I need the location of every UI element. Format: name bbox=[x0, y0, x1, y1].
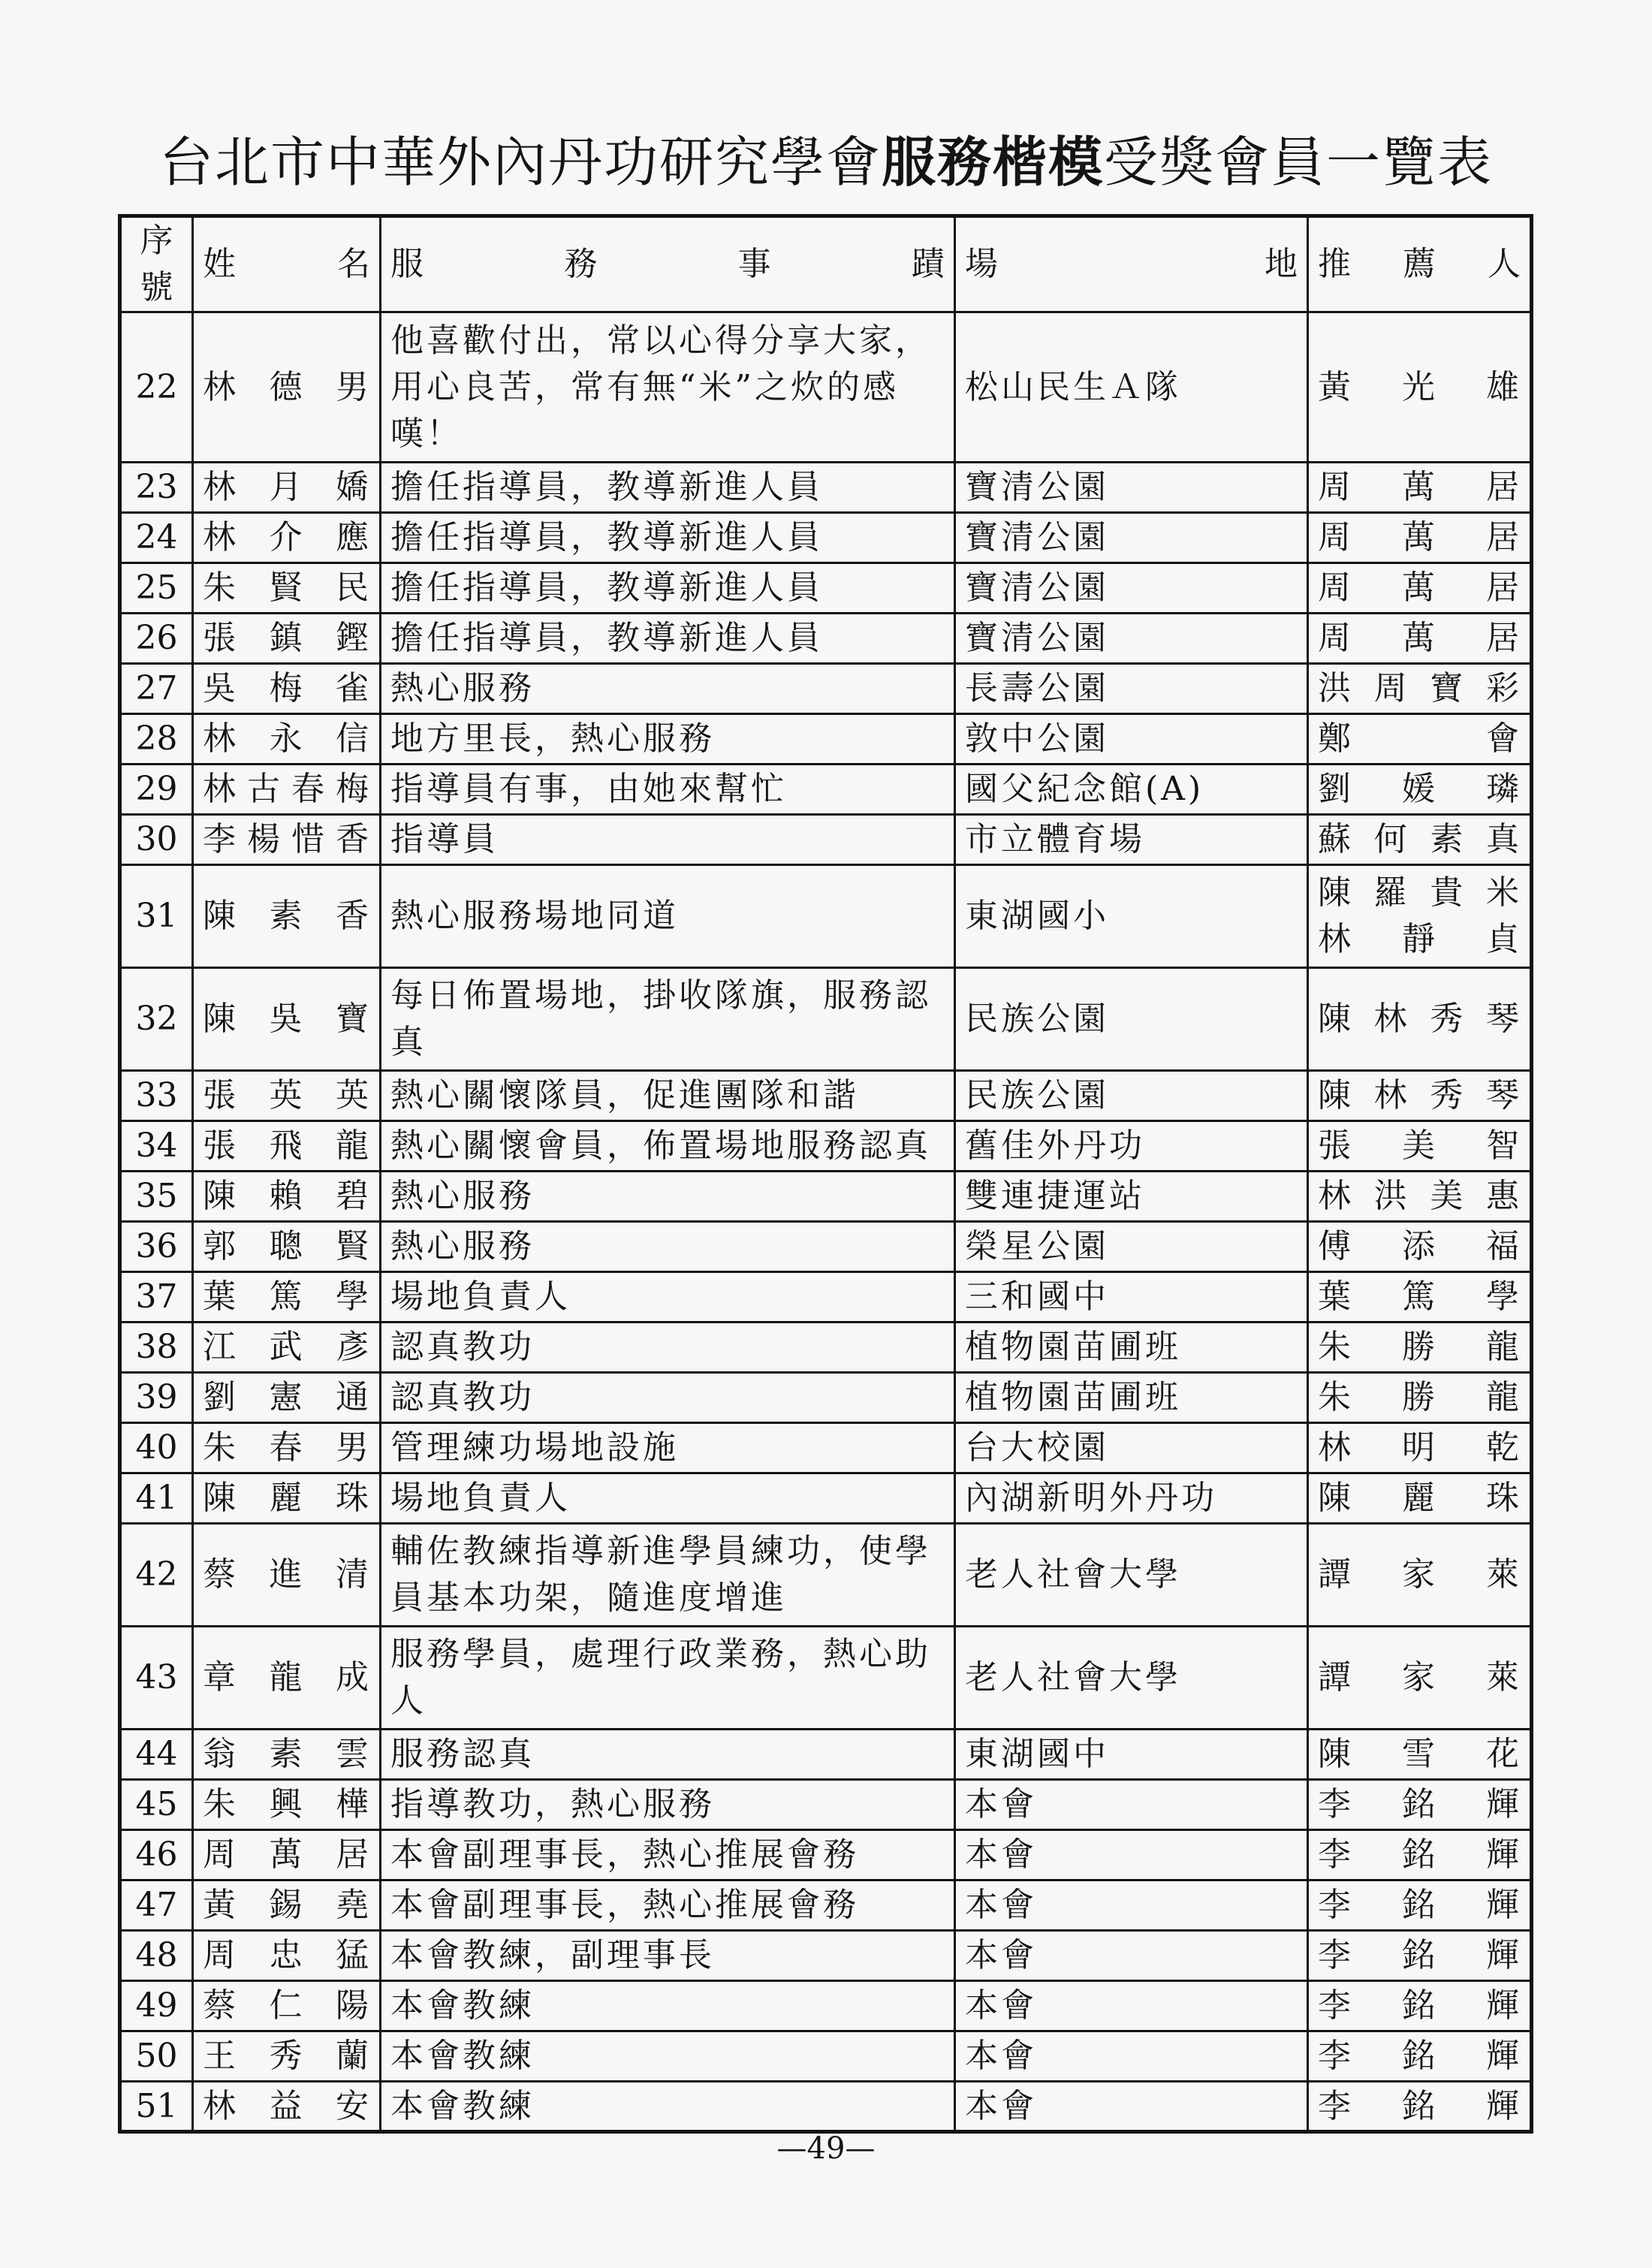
row-name: 林介應 bbox=[193, 513, 381, 563]
row-deed: 本會副理事長，熱心推展會務 bbox=[381, 1830, 955, 1880]
award-table bbox=[118, 214, 1533, 2134]
row-recommender bbox=[1308, 2031, 1532, 2082]
row-venue: 老人社會大學 bbox=[955, 1524, 1308, 1627]
table-row bbox=[120, 714, 1532, 765]
row-deed: 服務認真 bbox=[381, 1730, 955, 1780]
row-deed: 本會教練 bbox=[381, 2031, 955, 2082]
table-row bbox=[120, 1272, 1532, 1322]
recommender-name: 黃光雄 bbox=[1318, 367, 1521, 406]
recommender-name: 傅添福 bbox=[1318, 1227, 1521, 1265]
row-name: 張英英 bbox=[193, 1071, 381, 1121]
row-recommender bbox=[1308, 1071, 1532, 1121]
recommender-name: 譚家萊 bbox=[1318, 1555, 1521, 1594]
row-no: 49 bbox=[120, 1981, 193, 2031]
table-row bbox=[120, 1627, 1532, 1730]
row-no: 23 bbox=[120, 463, 193, 513]
row-no: 32 bbox=[120, 968, 193, 1071]
row-recommender bbox=[1308, 1373, 1532, 1423]
row-venue: 松山民生Ａ隊 bbox=[955, 312, 1308, 463]
row-venue: 市立體育場 bbox=[955, 815, 1308, 865]
row-recommender bbox=[1308, 1830, 1532, 1880]
row-deed: 認真教功 bbox=[381, 1322, 955, 1373]
row-venue: 東湖國小 bbox=[955, 865, 1308, 968]
row-no: 30 bbox=[120, 815, 193, 865]
row-name: 吳梅雀 bbox=[193, 664, 381, 714]
page-number: —49— bbox=[776, 2131, 876, 2166]
table-body bbox=[120, 312, 1532, 2132]
row-recommender bbox=[1308, 1222, 1532, 1272]
row-recommender bbox=[1308, 765, 1532, 815]
recommender-name: 李銘輝 bbox=[1318, 2086, 1521, 2125]
row-deed: 他喜歡付出，常以心得分享大家，用心良苦，常有無“米”之炊的感嘆！ bbox=[381, 312, 955, 463]
table-row bbox=[120, 1373, 1532, 1423]
recommender-name: 葉篤學 bbox=[1318, 1277, 1521, 1316]
row-name: 章龍成 bbox=[193, 1627, 381, 1730]
row-no: 36 bbox=[120, 1222, 193, 1272]
row-deed: 熱心服務場地同道 bbox=[381, 865, 955, 968]
row-name: 張鎮鏗 bbox=[193, 614, 381, 664]
row-venue: 寶清公園 bbox=[955, 563, 1308, 614]
row-name: 林古春梅 bbox=[193, 765, 381, 815]
row-deed: 場地負責人 bbox=[381, 1473, 955, 1524]
row-recommender bbox=[1308, 2082, 1532, 2132]
row-no: 43 bbox=[120, 1627, 193, 1730]
row-no: 51 bbox=[120, 2082, 193, 2132]
recommender-name: 蘇何素真 bbox=[1318, 820, 1521, 858]
row-recommender bbox=[1308, 1880, 1532, 1931]
recommender-name: 陳雪花 bbox=[1318, 1735, 1521, 1773]
row-no: 39 bbox=[120, 1373, 193, 1423]
row-recommender bbox=[1308, 664, 1532, 714]
row-deed: 熱心服務 bbox=[381, 1222, 955, 1272]
table-row bbox=[120, 1524, 1532, 1627]
row-recommender bbox=[1308, 1981, 1532, 2031]
table-row bbox=[120, 2031, 1532, 2082]
row-no: 37 bbox=[120, 1272, 193, 1322]
row-venue: 東湖國中 bbox=[955, 1730, 1308, 1780]
recommender-name: 周萬居 bbox=[1318, 569, 1521, 607]
row-recommender bbox=[1308, 714, 1532, 765]
table-row bbox=[120, 1981, 1532, 2031]
row-recommender bbox=[1308, 614, 1532, 664]
row-name: 陳素香 bbox=[193, 865, 381, 968]
table-header bbox=[120, 216, 1532, 312]
table-row bbox=[120, 312, 1532, 463]
table-row bbox=[120, 664, 1532, 714]
table-row bbox=[120, 1222, 1532, 1272]
row-venue: 植物園苗圃班 bbox=[955, 1373, 1308, 1423]
recommender-name: 張美智 bbox=[1318, 1126, 1521, 1165]
row-name: 江武彥 bbox=[193, 1322, 381, 1373]
header-recommender: 推薦人 bbox=[1308, 216, 1532, 312]
row-venue: 內湖新明外丹功 bbox=[955, 1473, 1308, 1524]
table-row bbox=[120, 463, 1532, 513]
table-row bbox=[120, 1071, 1532, 1121]
row-recommender bbox=[1308, 1931, 1532, 1981]
row-recommender bbox=[1308, 1121, 1532, 1172]
row-deed: 熱心關懷會員，佈置場地服務認真 bbox=[381, 1121, 955, 1172]
row-no: 28 bbox=[120, 714, 193, 765]
row-venue: 民族公園 bbox=[955, 968, 1308, 1071]
row-venue: 寶清公園 bbox=[955, 463, 1308, 513]
table-row bbox=[120, 865, 1532, 968]
row-deed: 熱心服務 bbox=[381, 664, 955, 714]
title-part2: 受獎會員一覽表 bbox=[1104, 131, 1494, 194]
row-venue: 植物園苗圃班 bbox=[955, 1322, 1308, 1373]
row-deed: 指導員有事，由她來幫忙 bbox=[381, 765, 955, 815]
row-venue: 寶清公園 bbox=[955, 614, 1308, 664]
recommender-name: 周萬居 bbox=[1318, 518, 1521, 556]
row-venue: 民族公園 bbox=[955, 1071, 1308, 1121]
row-name: 朱春男 bbox=[193, 1423, 381, 1473]
row-recommender bbox=[1308, 513, 1532, 563]
row-name: 黃錫堯 bbox=[193, 1880, 381, 1931]
title-bold: 服務楷模 bbox=[881, 130, 1104, 194]
header-venue: 場 地 bbox=[955, 216, 1308, 312]
row-venue: 老人社會大學 bbox=[955, 1627, 1308, 1730]
row-name: 蔡仁陽 bbox=[193, 1981, 381, 2031]
row-venue: 寶清公園 bbox=[955, 513, 1308, 563]
row-venue: 本會 bbox=[955, 1880, 1308, 1931]
row-recommender bbox=[1308, 1780, 1532, 1830]
recommender-name: 鄭會 bbox=[1318, 719, 1521, 758]
table-row bbox=[120, 765, 1532, 815]
row-no: 50 bbox=[120, 2031, 193, 2082]
row-venue: 國父紀念館(A) bbox=[955, 765, 1308, 815]
table-row bbox=[120, 1121, 1532, 1172]
row-venue: 本會 bbox=[955, 2082, 1308, 2132]
table-row bbox=[120, 1473, 1532, 1524]
row-deed: 熱心關懷隊員，促進團隊和諧 bbox=[381, 1071, 955, 1121]
row-no: 35 bbox=[120, 1172, 193, 1222]
row-deed: 地方里長，熱心服務 bbox=[381, 714, 955, 765]
table-row bbox=[120, 1880, 1532, 1931]
row-deed: 擔任指導員，教導新進人員 bbox=[381, 463, 955, 513]
page-title bbox=[0, 126, 1652, 198]
table-row bbox=[120, 1830, 1532, 1880]
recommender-name: 李銘輝 bbox=[1318, 1886, 1521, 1924]
row-name: 陳吳寶 bbox=[193, 968, 381, 1071]
recommender-name: 洪周寶彩 bbox=[1318, 669, 1521, 707]
row-no: 33 bbox=[120, 1071, 193, 1121]
row-venue: 本會 bbox=[955, 1981, 1308, 2031]
row-deed: 擔任指導員，教導新進人員 bbox=[381, 614, 955, 664]
row-no: 25 bbox=[120, 563, 193, 614]
row-recommender bbox=[1308, 312, 1532, 463]
row-no: 34 bbox=[120, 1121, 193, 1172]
row-deed: 指導員 bbox=[381, 815, 955, 865]
recommender-name: 李銘輝 bbox=[1318, 1986, 1521, 2025]
recommender-name: 譚家萊 bbox=[1318, 1658, 1521, 1696]
row-name: 劉憲通 bbox=[193, 1373, 381, 1423]
row-deed: 本會教練，副理事長 bbox=[381, 1931, 955, 1981]
row-deed: 本會副理事長，熱心推展會務 bbox=[381, 1880, 955, 1931]
row-deed: 擔任指導員，教導新進人員 bbox=[381, 513, 955, 563]
row-name: 朱興樺 bbox=[193, 1780, 381, 1830]
recommender-name: 陳林秀琴 bbox=[1318, 1076, 1521, 1114]
row-venue: 本會 bbox=[955, 2031, 1308, 2082]
row-venue: 雙連捷運站 bbox=[955, 1172, 1308, 1222]
recommender-name: 周萬居 bbox=[1318, 468, 1521, 506]
row-venue: 長壽公園 bbox=[955, 664, 1308, 714]
row-recommender bbox=[1308, 865, 1532, 968]
row-venue: 三和國中 bbox=[955, 1272, 1308, 1322]
table-row bbox=[120, 513, 1532, 563]
table-row bbox=[120, 1780, 1532, 1830]
row-recommender bbox=[1308, 563, 1532, 614]
row-no: 44 bbox=[120, 1730, 193, 1780]
table-row bbox=[120, 815, 1532, 865]
row-no: 48 bbox=[120, 1931, 193, 1981]
row-name: 陳賴碧 bbox=[193, 1172, 381, 1222]
row-venue: 本會 bbox=[955, 1830, 1308, 1880]
row-deed: 熱心服務 bbox=[381, 1172, 955, 1222]
table-row bbox=[120, 968, 1532, 1071]
row-deed: 管理練功場地設施 bbox=[381, 1423, 955, 1473]
recommender-name: 陳麗珠 bbox=[1318, 1479, 1521, 1517]
row-name: 林德男 bbox=[193, 312, 381, 463]
table-row bbox=[120, 1931, 1532, 1981]
header-name: 姓 名 bbox=[193, 216, 381, 312]
table-row bbox=[120, 2082, 1532, 2132]
row-no: 38 bbox=[120, 1322, 193, 1373]
row-venue: 本會 bbox=[955, 1780, 1308, 1830]
row-recommender bbox=[1308, 1473, 1532, 1524]
row-no: 40 bbox=[120, 1423, 193, 1473]
recommender-name: 朱勝龍 bbox=[1318, 1328, 1521, 1366]
row-venue: 台大校園 bbox=[955, 1423, 1308, 1473]
row-recommender bbox=[1308, 1423, 1532, 1473]
row-no: 26 bbox=[120, 614, 193, 664]
row-name: 李楊惜香 bbox=[193, 815, 381, 865]
row-deed: 本會教練 bbox=[381, 1981, 955, 2031]
row-deed: 服務學員，處理行政業務，熱心助人 bbox=[381, 1627, 955, 1730]
row-recommender bbox=[1308, 1172, 1532, 1222]
row-name: 蔡進清 bbox=[193, 1524, 381, 1627]
row-recommender bbox=[1308, 1627, 1532, 1730]
header-deed: 服 務 事 蹟 bbox=[381, 216, 955, 312]
row-deed: 每日佈置場地，掛收隊旗，服務認真 bbox=[381, 968, 955, 1071]
recommender-name: 陳羅貴米 bbox=[1318, 873, 1521, 912]
row-name: 葉篤學 bbox=[193, 1272, 381, 1322]
row-recommender bbox=[1308, 1730, 1532, 1780]
row-deed: 認真教功 bbox=[381, 1373, 955, 1423]
row-name: 林月嬌 bbox=[193, 463, 381, 513]
row-name: 林永信 bbox=[193, 714, 381, 765]
row-no: 24 bbox=[120, 513, 193, 563]
table-row bbox=[120, 563, 1532, 614]
table-row bbox=[120, 1322, 1532, 1373]
row-name: 林益安 bbox=[193, 2082, 381, 2132]
row-venue: 榮星公園 bbox=[955, 1222, 1308, 1272]
recommender-name: 周萬居 bbox=[1318, 619, 1521, 657]
row-venue: 本會 bbox=[955, 1931, 1308, 1981]
title-part1: 台北市中華外內丹功研究學會 bbox=[158, 131, 882, 194]
table-row bbox=[120, 614, 1532, 664]
table-row bbox=[120, 1423, 1532, 1473]
row-recommender bbox=[1308, 1524, 1532, 1627]
row-venue: 舊佳外丹功 bbox=[955, 1121, 1308, 1172]
row-recommender bbox=[1308, 1322, 1532, 1373]
row-no: 42 bbox=[120, 1524, 193, 1627]
table-row bbox=[120, 1172, 1532, 1222]
row-name: 陳麗珠 bbox=[193, 1473, 381, 1524]
row-name: 翁素雲 bbox=[193, 1730, 381, 1780]
recommender-name: 李銘輝 bbox=[1318, 1835, 1521, 1874]
recommender-name: 李銘輝 bbox=[1318, 1936, 1521, 1974]
recommender-name: 林明乾 bbox=[1318, 1428, 1521, 1467]
row-no: 22 bbox=[120, 312, 193, 463]
row-deed: 本會教練 bbox=[381, 2082, 955, 2132]
row-name: 郭聰賢 bbox=[193, 1222, 381, 1272]
row-recommender bbox=[1308, 815, 1532, 865]
row-deed: 擔任指導員，教導新進人員 bbox=[381, 563, 955, 614]
row-no: 41 bbox=[120, 1473, 193, 1524]
table-row bbox=[120, 1730, 1532, 1780]
row-name: 王秀蘭 bbox=[193, 2031, 381, 2082]
row-deed: 指導教功，熱心服務 bbox=[381, 1780, 955, 1830]
row-name: 張飛龍 bbox=[193, 1121, 381, 1172]
recommender-name: 朱勝龍 bbox=[1318, 1378, 1521, 1416]
row-no: 31 bbox=[120, 865, 193, 968]
row-recommender bbox=[1308, 968, 1532, 1071]
row-no: 47 bbox=[120, 1880, 193, 1931]
row-deed: 輔佐教練指導新進學員練功，使學員基本功架，隨進度增進 bbox=[381, 1524, 955, 1627]
row-no: 29 bbox=[120, 765, 193, 815]
recommender-name-2: 林靜貞 bbox=[1318, 920, 1521, 958]
recommender-name: 李銘輝 bbox=[1318, 1785, 1521, 1823]
row-no: 46 bbox=[120, 1830, 193, 1880]
row-recommender bbox=[1308, 1272, 1532, 1322]
recommender-name: 陳林秀琴 bbox=[1318, 1000, 1521, 1038]
row-name: 朱賢民 bbox=[193, 563, 381, 614]
row-no: 45 bbox=[120, 1780, 193, 1830]
recommender-name: 劉媛璘 bbox=[1318, 770, 1521, 808]
row-no: 27 bbox=[120, 664, 193, 714]
row-name: 周萬居 bbox=[193, 1830, 381, 1880]
row-deed: 場地負責人 bbox=[381, 1272, 955, 1322]
header-no: 序號 bbox=[120, 216, 193, 312]
row-venue: 敦中公園 bbox=[955, 714, 1308, 765]
row-recommender bbox=[1308, 463, 1532, 513]
recommender-name: 李銘輝 bbox=[1318, 2037, 1521, 2075]
recommender-name: 林洪美惠 bbox=[1318, 1177, 1521, 1215]
row-name: 周忠猛 bbox=[193, 1931, 381, 1981]
